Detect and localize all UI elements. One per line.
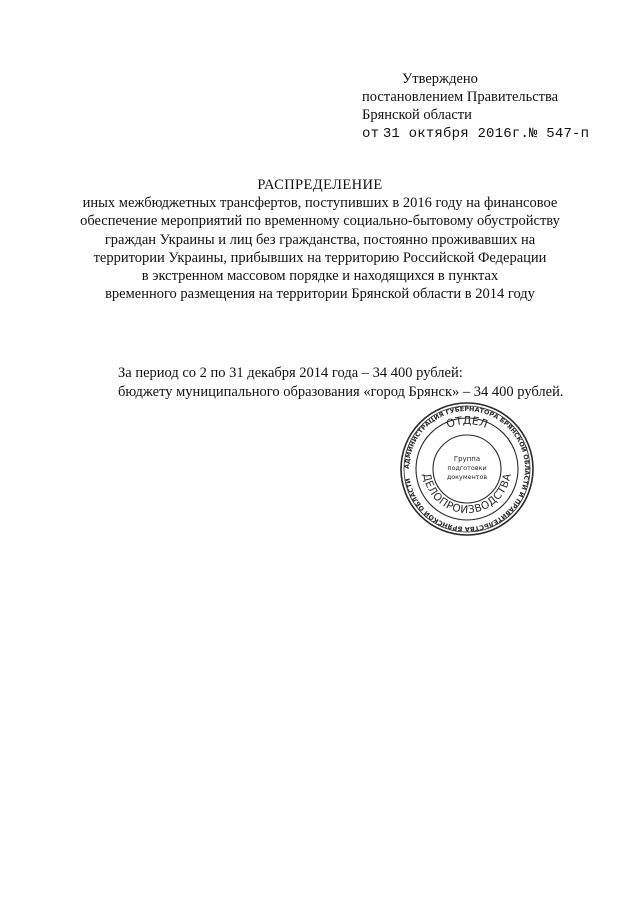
seal-center-line: документов [446,473,488,481]
approval-title: Утверждено [402,71,478,87]
period-recipient: бюджету муниципального образования «город Брянск» – 34 400 рублей. [118,384,564,400]
period-summary: За период со 2 по 31 декабря 2014 года – 34 400 рублей: [118,365,463,381]
heading-line: иных межбюджетных трансфертов, поступивших в 2016 году на финансовое [82,195,558,212]
approval-block [362,70,589,143]
approval-date [362,124,589,143]
approval-authority: постановлением Правительства [362,89,559,105]
approval-date-value: 31 октября 2016г.№ 547-п [382,126,590,142]
seal-center-line: Группа [453,455,481,463]
period-block [118,364,563,402]
seal-center-line: подготовки [447,464,487,472]
seal-middle-top: ОТДЕЛ [444,413,490,431]
seal-middle-bottom: ДЕЛОПРОИЗВОДСТВА [420,472,514,517]
heading-line: в экстренном массовом порядке и находящихся в пунктах [141,268,499,285]
heading-line: граждан Украины и лиц без гражданства, постоянно проживавших на [104,231,536,248]
heading-line: территории Украины, прибывших на территорию Российской Федерации [93,249,547,266]
heading-line: временного размещения на территории Брянской области в 2014 году [105,286,535,303]
official-seal [398,400,536,538]
seal-outer-textpath: АДМИНИСТРАЦИЯ ГУБЕРНАТОРА БРЯНСКОЙ ОБЛАСТИ И ПРАВИТЕЛЬСТВА БРЯНСКОЙ ОБЛАСТИ [403,405,531,533]
document-heading [60,176,580,303]
document-title: РАСПРЕДЕЛЕНИЕ [257,177,383,193]
approval-date-prefix: от [362,126,380,142]
heading-line: обеспечение мероприятий по временному социально-бытовому обустройству [80,213,560,230]
approval-region: Брянской области [362,107,472,123]
